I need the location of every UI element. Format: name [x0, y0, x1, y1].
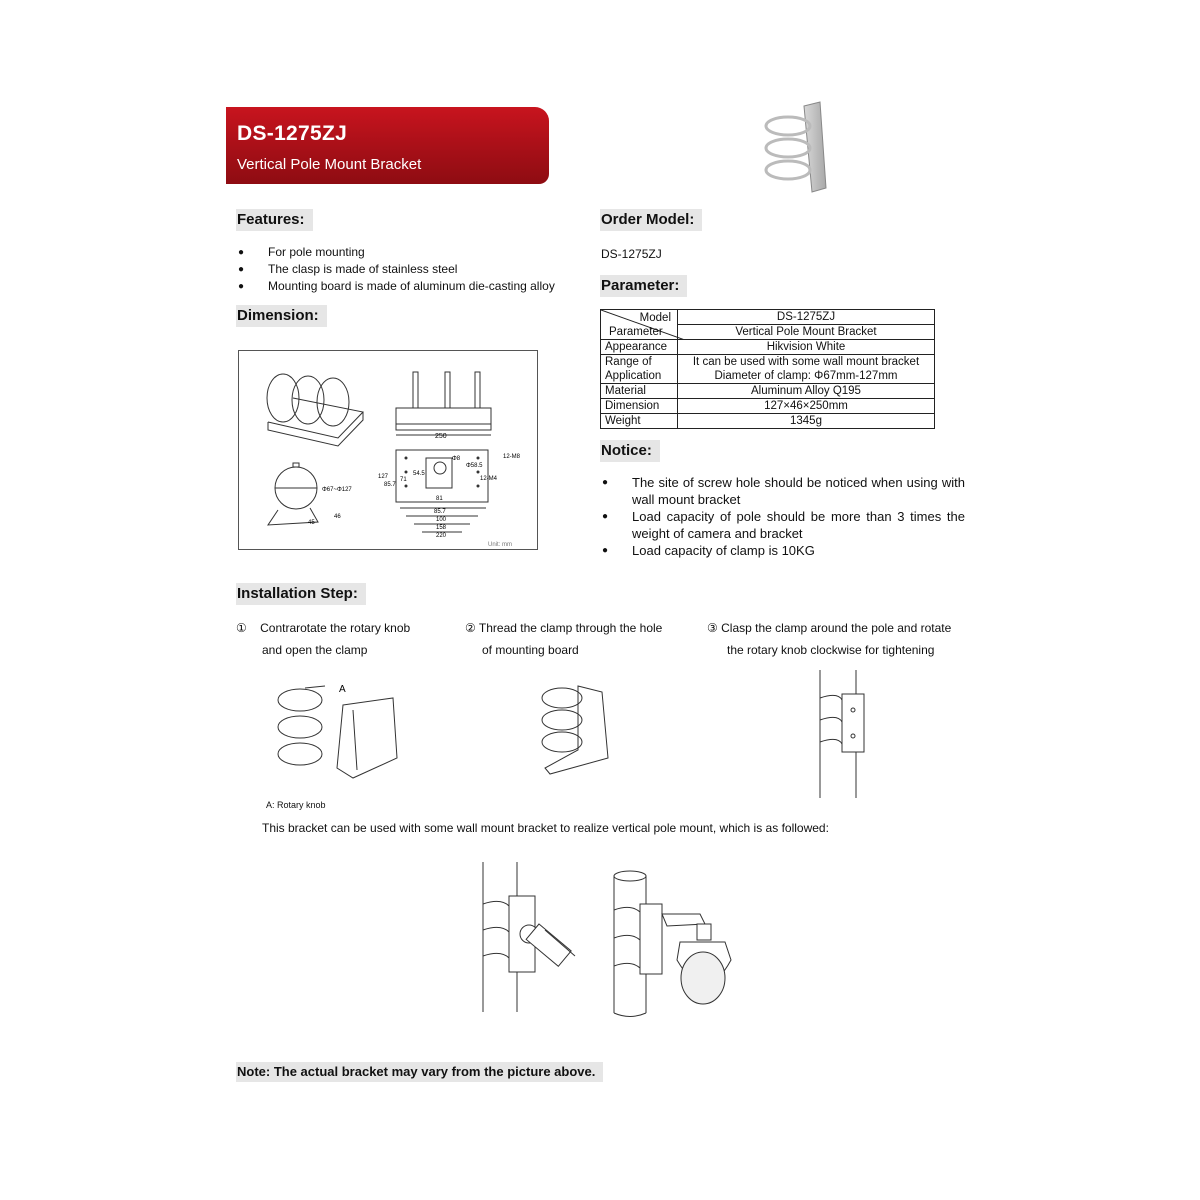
step-number: ① — [236, 621, 247, 635]
knob-caption: A: Rotary knob — [266, 800, 326, 810]
table-cell — [601, 355, 678, 384]
footer-note: Note: The actual bracket may vary from the picture above. — [236, 1062, 603, 1082]
usage-text: This bracket can be used with some wall mount bracket to realize vertical pole mount, which is as followed: — [262, 821, 829, 835]
dim-label: 100 — [436, 517, 447, 523]
list-item: ● The site of screw hole should be noticed when using with wall mount bracket — [602, 474, 965, 508]
list-item: ● For pole mounting — [238, 244, 568, 261]
table-cell: 127×46×250mm — [678, 399, 935, 414]
usage-illustration-dome — [605, 868, 745, 1018]
dim-label: 85.7 — [384, 482, 396, 488]
product-model-title: DS-1275ZJ — [237, 122, 348, 145]
product-subtitle: Vertical Pole Mount Bracket — [237, 156, 422, 173]
step-text: of mounting board — [482, 643, 579, 657]
dim-label: 220 — [436, 533, 447, 539]
product-photo — [760, 100, 832, 196]
dim-label: Φ67~Φ127 — [322, 487, 352, 493]
installation-heading: Installation Step: — [236, 583, 366, 605]
table-cell-line: Application — [605, 370, 662, 382]
dim-label: Φ8 — [452, 456, 461, 462]
step-text: the rotary knob clockwise for tightening — [727, 643, 935, 657]
list-item: ● Load capacity of clamp is 10KG — [602, 542, 965, 559]
dimension-drawing — [238, 350, 538, 550]
order-model-value: DS-1275ZJ — [601, 247, 662, 261]
header-banner — [226, 107, 549, 184]
step3-illustration — [812, 670, 872, 800]
table-cell: 1345g — [678, 414, 935, 429]
step-2 — [465, 617, 695, 661]
list-item: ● Load capacity of pole should be more than 3 times the weight of camera and bracket — [602, 508, 965, 542]
order-model-heading: Order Model: — [600, 209, 702, 231]
parameter-heading: Parameter: — [600, 275, 687, 297]
knob-marker: A — [339, 684, 346, 695]
list-item: ● Mounting board is made of aluminum die-casting alloy — [238, 278, 568, 295]
step-1 — [236, 617, 446, 661]
notice-heading: Notice: — [600, 440, 660, 462]
table-cell: Aluminum Alloy Q195 — [678, 384, 935, 399]
table-row — [601, 384, 935, 399]
step-text: Thread the clamp through the hole — [478, 621, 663, 635]
dimension-heading: Dimension: — [236, 305, 327, 327]
step1-illustration — [265, 680, 415, 790]
step-text: Clasp the clamp around the pole and rotate — [721, 621, 952, 635]
features-list — [238, 244, 568, 295]
dim-label: 12-M8 — [503, 454, 521, 460]
corner-top-label: Model — [639, 312, 671, 324]
table-cell: Vertical Pole Mount Bracket — [678, 325, 935, 340]
table-row — [601, 340, 935, 355]
dim-unit: Unit: mm — [488, 542, 512, 548]
dim-label: 81 — [436, 496, 443, 502]
step2-illustration — [530, 678, 630, 778]
dim-label: 46 — [334, 514, 341, 520]
features-heading: Features: — [236, 209, 313, 231]
step-3 — [707, 617, 967, 661]
step-number: ③ — [707, 621, 718, 635]
table-row — [601, 414, 935, 429]
table-cell-line: Range of — [605, 356, 652, 368]
usage-illustration-bullet — [475, 862, 590, 1017]
dim-label: 71 — [400, 477, 407, 483]
parameter-table — [600, 309, 935, 429]
table-cell: Dimension — [601, 399, 678, 414]
dim-label: Φ58.5 — [466, 463, 483, 469]
dim-label: 158 — [436, 525, 447, 531]
dim-label: 45 — [308, 520, 315, 526]
dim-label: 85.7 — [434, 509, 446, 515]
table-cell: Hikvision White — [678, 340, 935, 355]
table-cell: DS-1275ZJ — [678, 310, 935, 325]
step-text: and open the clamp — [262, 643, 368, 657]
corner-bottom-label: Parameter — [609, 326, 663, 338]
dim-label: 54.5 — [413, 471, 425, 477]
step-text: Contrarotate the rotary knob — [260, 621, 411, 635]
table-corner-cell — [601, 310, 678, 340]
table-cell: Appearance — [601, 340, 678, 355]
table-cell-line: Diameter of clamp: Φ67mm-127mm — [714, 370, 898, 382]
dim-label: 127 — [378, 474, 389, 480]
table-row — [601, 399, 935, 414]
table-row — [601, 355, 935, 384]
table-cell — [678, 355, 935, 384]
step-number: ② — [465, 621, 476, 635]
table-cell: Weight — [601, 414, 678, 429]
dim-label: 250 — [435, 433, 447, 440]
table-cell: Material — [601, 384, 678, 399]
list-item: ● The clasp is made of stainless steel — [238, 261, 568, 278]
dim-label: 12-M4 — [480, 476, 498, 482]
table-cell-line: It can be used with some wall mount bracket — [692, 356, 920, 368]
notice-list — [602, 474, 965, 559]
